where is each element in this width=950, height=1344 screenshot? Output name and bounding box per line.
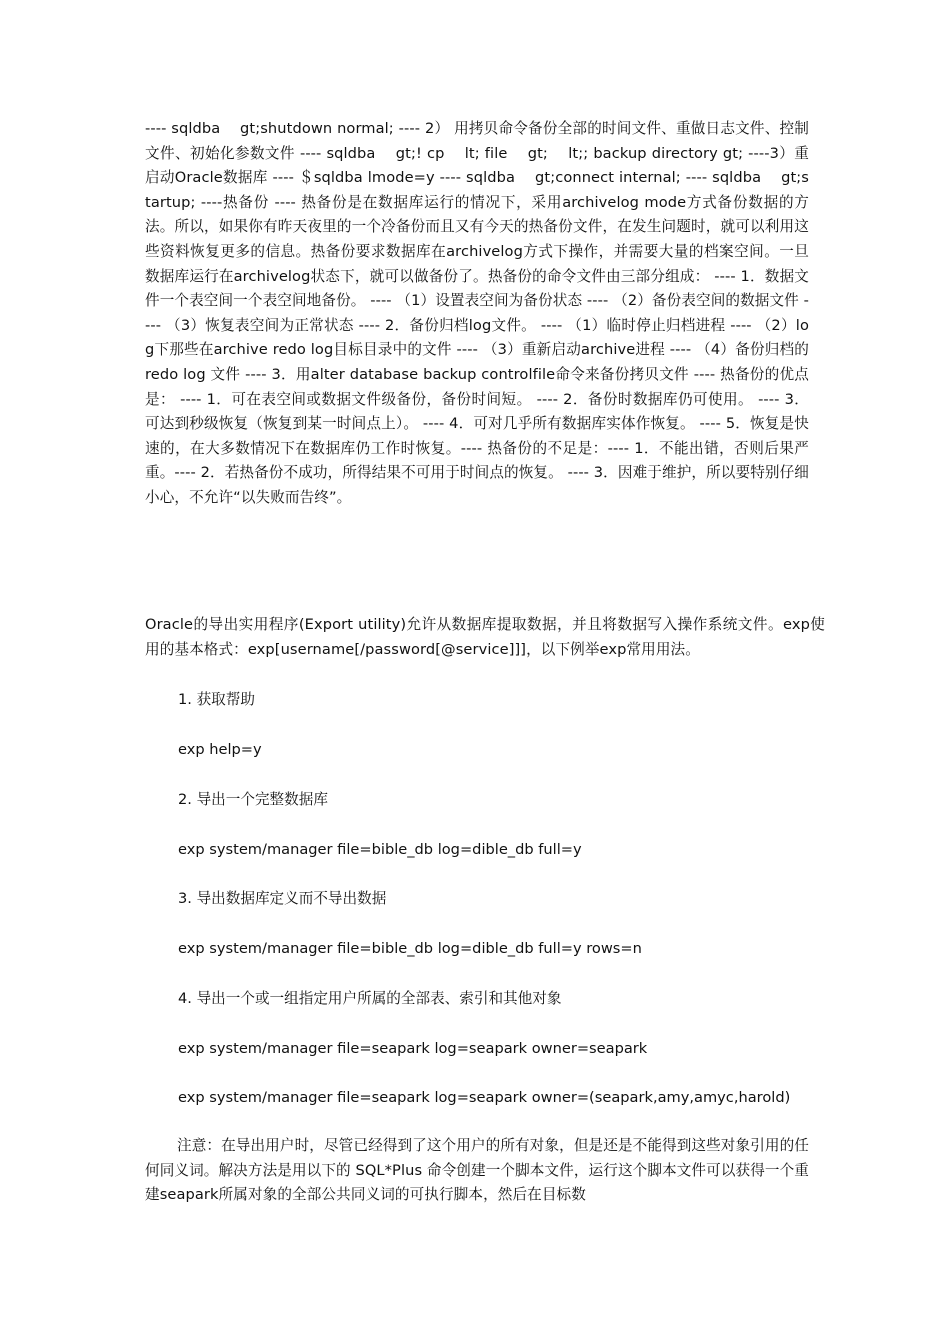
item-2-heading: 2. 导出一个完整数据库 bbox=[178, 791, 328, 808]
item-3-command: exp system/manager file=bible_db log=dible_db full=y rows=n bbox=[178, 940, 642, 957]
export-utility-intro: Oracle的导出实用程序(Export utility)允许从数据库提取数据，并且将数据写入操作系统文件。exp使用的基本格式：exp[username[/password[@service]]]，以下例举exp常用用法。 bbox=[145, 616, 825, 658]
synonym-note-paragraph: 注意：在导出用户时，尽管已经得到了这个用户的所有对象，但是还是不能得到这些对象引用的任何同义词。解决方法是用以下的 SQL*Plus 命令创建一个脚本文件，运行这个脚本文件可以获得一个重建seapark所属对象的全部公共同义词的可执行脚本，然后在目标数 bbox=[145, 1137, 809, 1204]
item-4-command-b: exp system/manager file=seapark log=seapark owner=(seapark,amy,amyc,harold) bbox=[178, 1089, 791, 1106]
hot-backup-paragraph: ---- sqldba gt;shutdown normal; ---- 2） 用拷贝命令备份全部的时间文件、重做日志文件、控制文件、初始化参数文件 ---- sqldba gt;! cp lt; file gt; lt;; backup directory gt; ----3）重启动Oracle数据库 ---- ＄sqldba lmode=y ---- sqldba gt;connect internal; ---- sqldba gt;startup; ----热备份 ---- 热备份是在数据库运行的情况下，采用archivelog mode方式备份数据的方法。所以，如果你有昨天夜里的一个冷备份而且又有今天的热备份文件，在发生问题时，就可以利用这些资料恢复更多的信息。热备份要求数据库在archivelog方式下操作，并需要大量的档案空间。一旦数据库运行在archivelog状态下，就可以做备份了。热备份的命令文件由三部分组成： ---- 1．数据文件一个表空间一个表空间地备份。 ---- （1）设置表空间为备份状态 ---- （2）备份表空间的数据文件 ---- （3）恢复表空间为正常状态 ---- 2．备份归档log文件。 ---- （1）临时停止归档进程 ---- （2）log下那些在archive redo log目标目录中的文件 ---- （3）重新启动archive进程 ---- （4）备份归档的redo log 文件 ---- 3．用alter database backup controlfile命令来备份拷贝文件 ---- 热备份的优点是： ---- 1．可在表空间或数据文件级备份，备份时间短。 ---- 2．备份时数据库仍可使用。 ---- 3．可达到秒级恢复（恢复到某一时间点上）。 ---- 4．可对几乎所有数据库实体作恢复。 ---- 5．恢复是快速的，在大多数情况下在数据库仍工作时恢复。---- 热备份的不足是：---- 1．不能出错，否则后果严重。---- 2．若热备份不成功，所得结果不可用于时间点的恢复。 ---- 3．因难于维护，所以要特别仔细小心，不允许“以失败而告终”。 bbox=[145, 120, 809, 506]
item-4-command-a: exp system/manager file=seapark log=seapark owner=seapark bbox=[178, 1040, 648, 1057]
item-1-heading: 1. 获取帮助 bbox=[178, 691, 255, 708]
item-1-command: exp help=y bbox=[178, 741, 262, 758]
item-4-heading: 4. 导出一个或一组指定用户所属的全部表、索引和其他对象 bbox=[178, 990, 562, 1007]
item-2-command: exp system/manager file=bible_db log=dible_db full=y bbox=[178, 841, 582, 858]
item-3-heading: 3. 导出数据库定义而不导出数据 bbox=[178, 890, 387, 907]
